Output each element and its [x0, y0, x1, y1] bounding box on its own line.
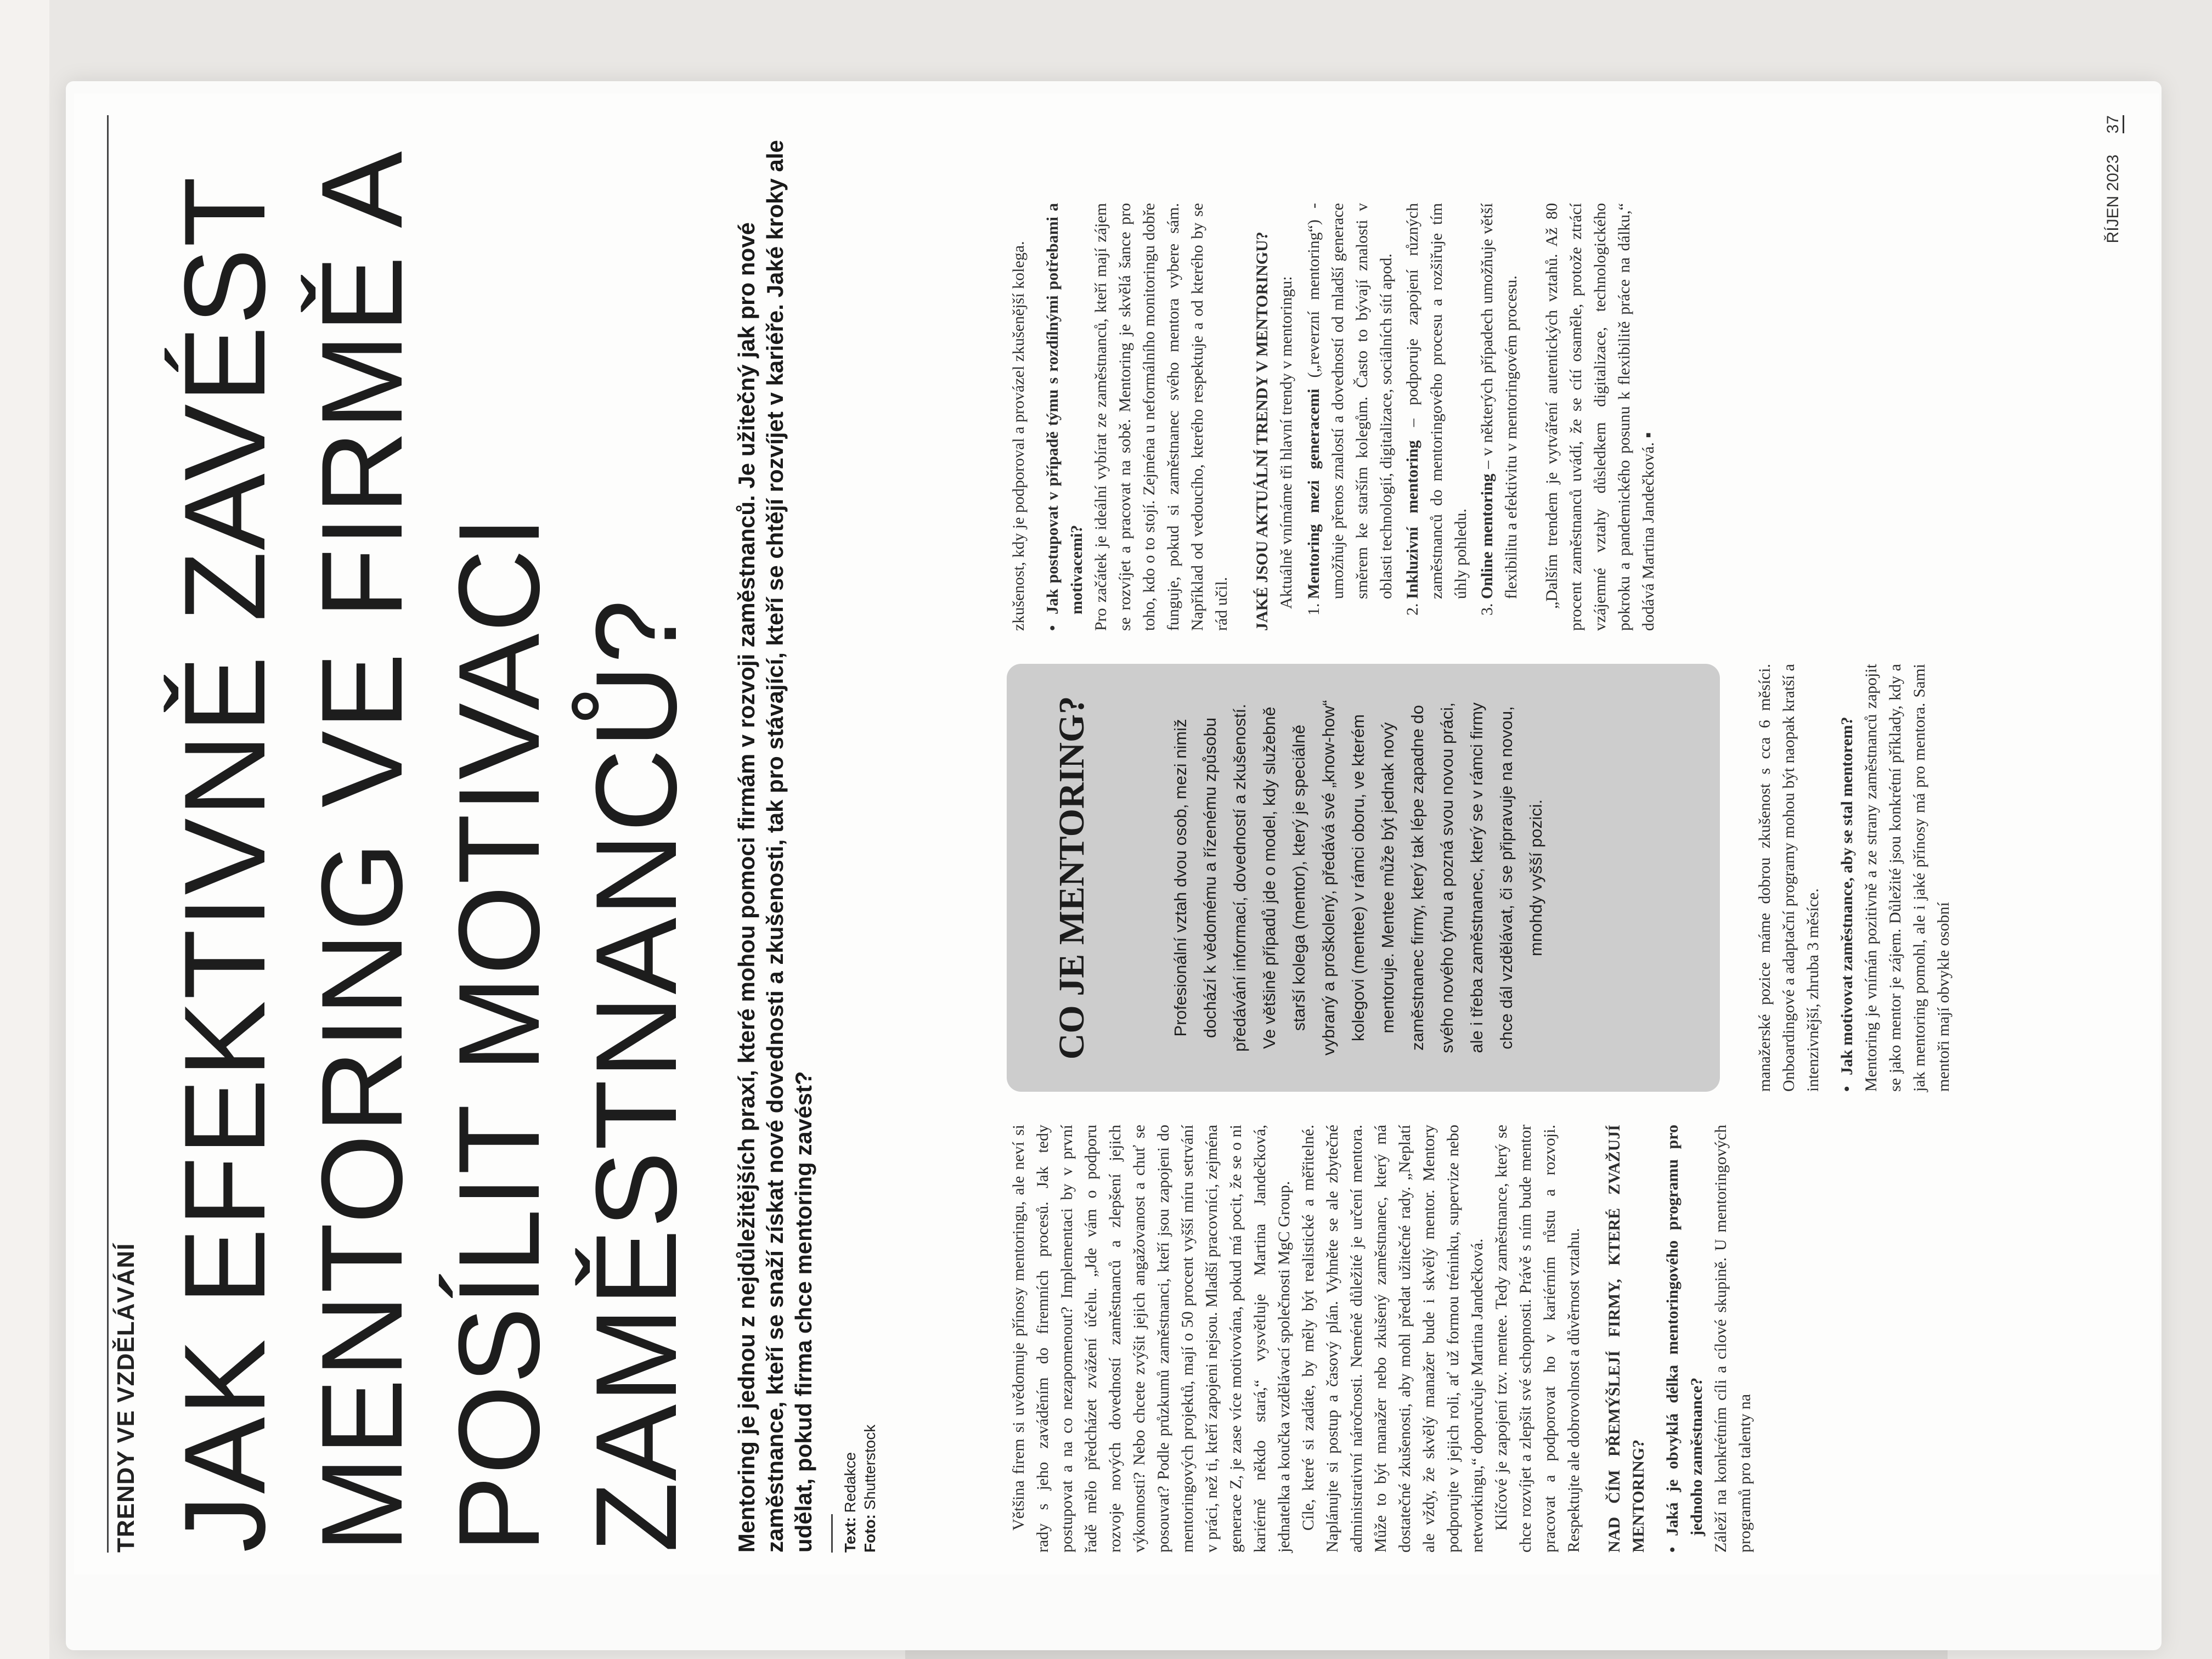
- subheading: JAKÉ JSOU AKTUÁLNÍ TRENDY V MENTORINGU?: [1253, 232, 1271, 631]
- trends-list: [1302, 203, 1523, 631]
- paragraph: Záleží na konkrétním cíli a cílové skupině. U mentoringových programů pro talenty na: [1712, 1125, 1754, 1553]
- background-left: [0, 0, 49, 1659]
- question: • Jak motivovat zaměstnance, aby se stal mentorem?: [1835, 664, 1859, 1092]
- credit-photo: Foto: Shutterstock: [861, 1424, 878, 1553]
- question: • Jak postupovat v případě týmu s rozdílnými potřebami a motivacemi?: [1041, 203, 1089, 631]
- subheading: NAD ČÍM PŘEMÝŠLEJÍ FIRMY, KTERÉ ZVAŽUJÍ MENTORING?: [1605, 1125, 1647, 1553]
- definition-box-text: Profesionální vztah dvou osob, mezi nimiž dochází k vědomému a řízenému způsobu předávání informací, dovedností a zkušeností. Ve většině případů jde o model, kdy služebně starší kolega (mentor), který je speciálně vybraný a proškolený, předává své „know-how“ kolegovi (mentee) v rámci oboru, ve kterém mentoruje. Mentee může být jednak nový zaměstnanec firmy, který tak lépe zapadne do svého nového týmu a pozná svou novou práci, ale i třeba zaměstnanec, který se v rámci firmy chce dál vzdělávat, či se připravuje na novou, mnohdy vyšší pozici.: [1171, 700, 1545, 1056]
- issue-date: ŘÍJEN 2023: [2104, 154, 2122, 244]
- magazine-page: [74, 93, 2159, 1575]
- paragraph: Klíčové je zapojení tzv. mentee. Tedy zaměstnance, který se chce rozvíjet a zlepšit své schopnosti. Právě s ním bude mentor pracovat a podporovat ho v kariérním růstu a rozvoji. Respektujte ale dobrovolnost a důvěrnost vztahu.: [1492, 1125, 1583, 1553]
- column-1: [1007, 1125, 1757, 1553]
- paragraph: Většina firem si uvědomuje přínosy mentoringu, ale neví si rady s jeho zaváděním do firemních procesů. Jak tedy postupovat a na co nezapomenout? Implementaci by v první řadě mělo předcházet zvážení účelu. „Jde vám o podporu rozvoje nových dovedností zaměstnanců a zlepšení jejich výkonnosti? Nebo chcete zvýšit jejich angažovanost a chuť se posouvat? Podle průzkumů zaměstnanci, kteří jsou zapojeni do mentoringových projektů, mají o 50 procent vyšší míru setrvání v práci, než ti, kteří zapojeni nejsou. Mladší pracovníci, zejména generace Z, je zase více motivována, pokud má pocit, že se o ni kariérně někdo stará,“ vysvětluje Martina Jandečková, jednatelka a koučka vzdělávací společnosti MgC Group.: [1009, 1125, 1293, 1553]
- top-rule: [107, 115, 109, 1553]
- list-item: 2. Inkluzivní mentoring – podporuje zapojení různých zaměstnanců do mentoringového procesu a rozšiřuje tím úhly pohledu.: [1401, 203, 1473, 599]
- definition-box: [1007, 664, 1720, 1092]
- page-footer: [2104, 115, 2124, 384]
- paragraph: Aktuálně vnímáme tři hlavní trendy v mentoringu:: [1277, 276, 1295, 609]
- credits-rule: [831, 1514, 833, 1553]
- section-label: TRENDY VE VZDĚLÁVÁNÍ: [112, 1243, 139, 1553]
- article-lead: Mentoring je jednou z nejdůležitějších praxí, které mohou pomoci firmám v rozvoji zaměstnanců. Je užitečný jak pro nové zaměstnance, kteří se snaží získat nové dovednosti a zkušenosti, tak pro stávající, kteří se chtějí rozvíjet v kariéře. Jaké kroky ale udělat, pokud firma chce mentoring zavést?: [733, 140, 816, 1553]
- column-3: [1007, 203, 1661, 631]
- question: • Jaká je obvyklá délka mentoringového programu pro jednoho zaměstnance?: [1661, 1125, 1709, 1553]
- paragraph: „Dalším trendem je vytváření autentických vztahů. Až 80 procent zaměstnanců uvádí, že se cítí osaměle, protože ztrácí vzájemné vztahy důsledkem digitalizace, technologického pokroku a pandemického posunu k flexibilitě práce na dálku,“ dodává Martina Jandečková. ▪: [1543, 203, 1657, 631]
- paragraph: manažerské pozice máme dobrou zkušenost s cca 6 měsíci. Onboardingové a adaptační programy mohou být naopak kratší a intenzivnější, zhruba 3 měsíce.: [1756, 664, 1822, 1092]
- paragraph: Cíle, které si zadáte, by měly být realistické a měřitelné. Naplánujte si postup a časový plán. Vyhněte se ale zbytečné administrativní náročnosti. Neméně důležité je určení mentora. Může to být manažer nebo zkušený zaměstnanec, který má dostatečné zkušenosti, aby mohl předat užitečné rady. „Neplatí ale vždy, že skvělý manažer bude i skvělý mentor. Mentory podporujte v jejich roli, ať už formou tréninku, supervize nebo networkingu,“ doporučuje Martina Jandečková.: [1299, 1125, 1486, 1553]
- column-2: [1753, 664, 1956, 1092]
- list-item: 1. Mentoring mezi generacemi („reverzní mentoring“) - umožňuje přenos znalostí a dovedností od mladší generace směrem ke starším kolegům. Často to bývají znalosti v oblasti technologií, digitalizace, sociálních sítí apod.: [1302, 203, 1398, 599]
- paragraph: Pro začátek je ideální vybírat ze zaměstnanců, kteří mají zájem se rozvíjet a pracovat na sobě. Mentoring je skvělá šance pro toho, kdo o to stojí. Zejména u neformálního monitoringu dobře funguje, pokud si zaměstnanec svého mentora vybere sám. Například od vedoucího, kterého respektuje a od kterého by se rád učil.: [1092, 203, 1231, 631]
- article-headline: JAK EFEKTIVNĚ ZAVÉST MENTORING VE FIRMĚ A POSÍLIT MOTIVACI ZAMĚSTNANCŮ?: [160, 156, 701, 1553]
- paragraph: Mentoring je vnímán pozitivně a ze strany zaměstnanců zapojit se jako mentor je zájem. Důležité jsou konkrétní příklady, kdy a jak mentoring pomohl, ale i jaké přínosy má pro mentora. Sami mentoři mají obvykle osobní: [1862, 664, 1953, 1092]
- paragraph: zkušenost, kdy je podporoval a provázel zkušenější kolega.: [1009, 241, 1028, 631]
- list-item: 3. Online mentoring – v některých případech umožňuje větší flexibilitu a efektivitu v mentoringovém procesu.: [1475, 203, 1523, 599]
- credits: [831, 1333, 880, 1553]
- definition-box-title: CO JE MENTORING?: [1052, 696, 1092, 1060]
- credit-text: Text: Redakce: [842, 1452, 859, 1553]
- page-number: 37: [2104, 115, 2124, 133]
